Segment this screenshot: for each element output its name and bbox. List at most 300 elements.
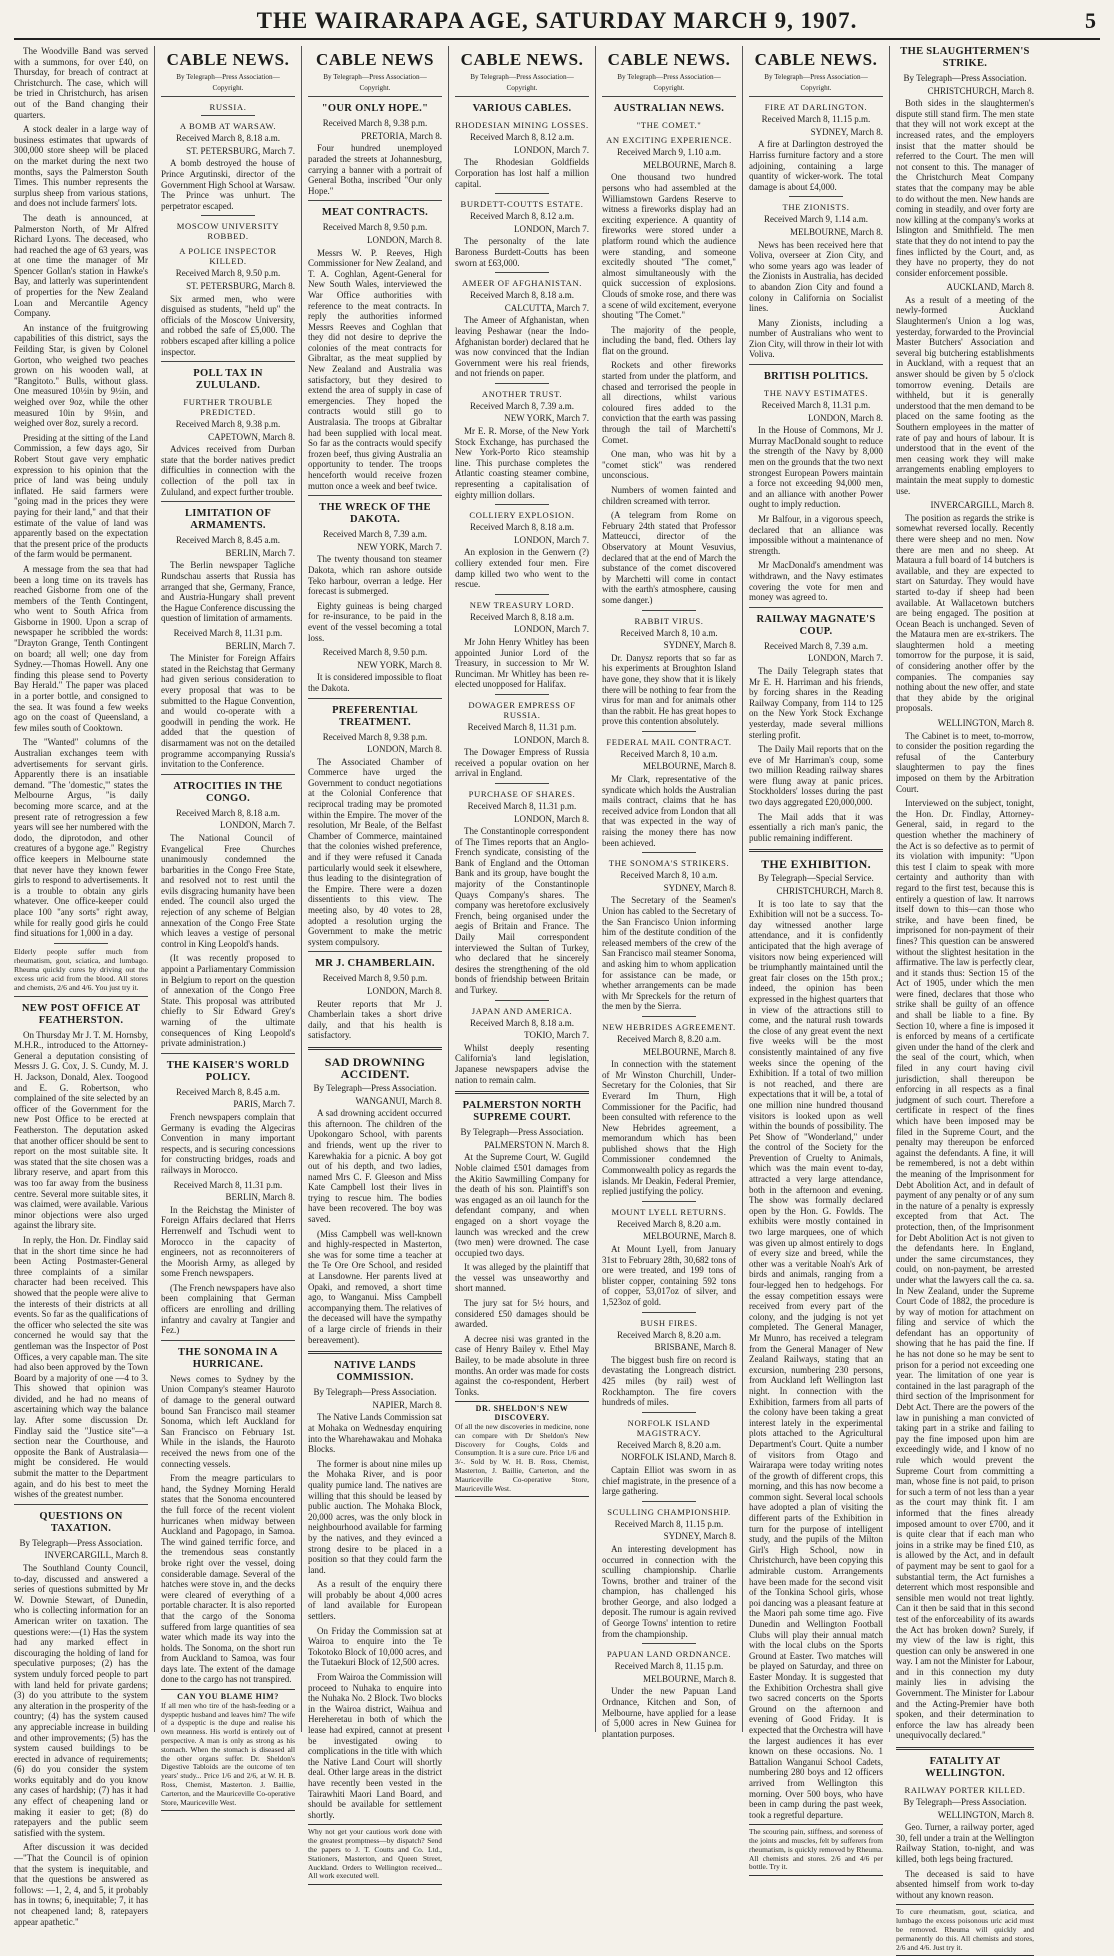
article-paragraph: Both sides in the slaughtermen's dispute still stand firm. The men state that they will not work except at the increased rates, and the employers insist that the matter should be referred to the Court. The men will not consent to this. The manager of the Christchurch Meat Company states that the company may be able to do without the men. New hands are coming in steadily, and over forty are now killing at the company's works at Islington and Smithfield. The men state that they do not intend to pay the fines inflicted by the Court, and, as they have no property, they do not consider enforcement possible. — [896, 98, 1034, 278]
received-time: Received March 8, 11.31 p.m. — [761, 400, 871, 411]
dateline: MELBOURNE, March 8. — [643, 159, 736, 170]
column-7 — [896, 46, 1034, 1952]
received-time: Received March 8, 8.20 a.m. — [617, 1439, 721, 1450]
newspaper-title-date: THE WAIRARAPA AGE, SATURDAY MARCH 9, 1907. — [256, 8, 858, 33]
article-paragraph: From the meagre particulars to hand, the Sydney Morning Herald states that the Sonoma encountered the full force of the recent violent hurricanes when midway between Auckland and Pagopago, in Samoa. The wind gained terrific force, and the tremendous seas constantly broke right over the vessel, doing considerable damage. Several of the hatches were stove in, and the decks were cleared of everything of a portable character. It is also reported that the cargo of the Sonoma suffered from large quantities of sea water which made its way into the holds. The Sonoma, on the short run from Auckland to Samoa, was four days late. The extent of the damage done to the cargo has not transpired. — [161, 1473, 295, 1685]
column-rule — [889, 46, 890, 1732]
article-paragraph: The Southland County Council, to-day, discussed and answered a series of questions submitted by Mr W. Downie Stewart, of Dunedin, who is collecting information for an American writer on taxation. The questions were:—(1) Has the system had any marked effect in discouraging the holding of land for speculative purposes; (2) has the system unduly forced people to part with land held for private gardens; (3) do you attribute to the system any alteration in the prosperity of the country; (4) has the system caused any appreciable increase in building and other improvements; (5) has the system caused buildings to be erected in advance of requirements; (6) do you consider the system works equitably and do you know any cases of hardship; (7) has it had any effect of cheapening land or making it easier to get; (8) do ratepayers and the public seem satisfied with the system. — [14, 1563, 148, 1838]
received-time: Received March 8, 8.12 a.m. — [470, 211, 574, 222]
dateline: MELBOURNE, March 8. — [643, 1231, 736, 1242]
dateline: CHRISTCHURCH, March 8. — [776, 886, 883, 897]
received-time: Received March 8, 9.50 p.m. — [175, 268, 281, 279]
article-paragraph: News has been received here that Voliva, overseer at Zion City, and who some years ago was leader of the Zionists in Australia, has decided to abandon Zion City and found a colony in California on Socialist lines. — [749, 239, 883, 314]
article-paragraph: Presiding at the sitting of the Land Commission, a few days ago, Sir Robert Stout gave very emphatic expression to his opinion that the price of land was being unduly inflated. He said farmers were "going mad in the prices they were paying for their land," and that their estimate of the value of land was apparently based on the expectation that the present price of the products of the farm would be permanent. — [14, 432, 148, 560]
article-paragraph: An interesting development has occurred in connection with the sculling championship. Charlie Towns, brother and trainer of the champion, has challenged his brother George, and also lodged a deposit. The rumour is again revived of George Towns' intention to retire from the championship. — [602, 1543, 736, 1639]
article-paragraph: (The French newspapers have also been complaining that German officers are enrolling and drilling infantry and cavalry at Tangier and Fez.) — [161, 1282, 295, 1336]
article-headline: THE SLAUGHTERMEN'S STRIKE. — [900, 46, 1030, 69]
divider — [642, 1412, 696, 1413]
divider — [642, 1312, 696, 1313]
divider — [54, 943, 108, 944]
dateline: WELLINGTON, March 8. — [937, 718, 1034, 729]
column-rule — [742, 46, 743, 1732]
column-rule — [595, 46, 596, 1732]
received-time: Received March 8, 7.39 a.m. — [323, 529, 427, 540]
article-paragraph: The Associated Chamber of Commerce have urged the Government to conduct negotiations at the Colonial Conference that reciprocal trading may be promoted within the Empire. The mover of the resolution, Mr Beale, of the Belfast Chamber of Commerce, maintained that the colonies wished preference, and if they were refused it Canada particularly would seek it elsewhere, thus leading to the disintegration of the Empire. There were a dozen dissentients to this view. The meeting also, by 40 votes to 28, adopted a resolution urging the Government to make the metric system compulsory. — [308, 756, 442, 947]
article-paragraph: On Friday the Commission sat at Wairoa to enquire into the Te Tokotoko Block of 10,000 acres, and the Tutaekuri Block of 12,500 acres. — [308, 1625, 442, 1668]
received-time: Received March 8, 8.18 a.m. — [176, 807, 280, 818]
article-paragraph: After discussion it was decided—"That the Council is of opinion that the system is inequitable, and that the questions be answered as follows: —1, 2, 4, and 5, it probably has in towns; 6, inequitable; 7, it has not cheapened land; 8, ratepayers appear apathetic." — [14, 1842, 148, 1927]
received-time: Received March 8, 11.15 p.m. — [761, 114, 871, 125]
byline: By Telegraph—Press Association—Copyright. — [455, 72, 589, 97]
dateline: CHRISTCHURCH, March 8. — [927, 85, 1034, 96]
byline: By Telegraph—Press Association—Copyright. — [161, 72, 295, 97]
dateline: SYDNEY, March 8. — [663, 1531, 736, 1542]
advertisement-text: Why not get your cautious work done with the greatest promptness—by dispatch? Send the papers to J. T. Coutts and Co. Ltd., Stationers, Masterton, and Queen Street, Auckland. Orders to Wellington received... All work executed well. — [308, 1827, 442, 1881]
article-paragraph: The Rhodesian Goldfields Corporation has lost half a million capital. — [455, 157, 589, 189]
divider — [495, 694, 549, 695]
received-time: Received March 8, 8.20 a.m. — [617, 1033, 721, 1044]
article-headline: ATROCITIES IN THE CONGO. — [173, 780, 283, 804]
article-paragraph: The Cabinet is to meet, to-morrow, to consider the position regarding the refusal of the Canterbury slaughtermen to pay the fines imposed on them by the Arbitration Court. — [896, 730, 1034, 794]
section-header: CABLE NEWS — [316, 50, 434, 69]
dateline: INVERCARGILL, March 8. — [44, 1550, 148, 1561]
dateline: SYDNEY, March 8. — [663, 882, 736, 893]
section-header: CABLE NEWS. — [754, 50, 878, 69]
article-subheadline: THE NAVY ESTIMATES. — [763, 388, 869, 399]
article-paragraph: French newspapers complain that Germany is evading the Algeciras Convention in many important respects, and is securing concessions for constructing bridges, roads and railways in Morocco. — [161, 1111, 295, 1175]
article-paragraph: Rockets and other fireworks started from under the platform, and chased and terrorised the people in all directions, whilst various coloured fires added to the conviction that the earth was passing through the tail of Marchetti's Comet. — [602, 360, 736, 445]
dateline: ST. PETERSBURG, March 7. — [186, 145, 295, 156]
dateline: PALMERSTON N. March 8. — [484, 1139, 589, 1150]
divider — [308, 495, 442, 496]
received-time: Received March 8, 11.31 p.m. — [467, 721, 577, 732]
divider — [495, 1000, 549, 1001]
divider — [495, 594, 549, 595]
divider — [308, 200, 442, 201]
article-headline: "OUR ONLY HOPE." — [321, 103, 429, 115]
article-headline: PREFERENTIAL TREATMENT. — [332, 704, 418, 728]
divider — [161, 1340, 295, 1341]
article-subheadline: NEW HEBRIDES AGREEMENT. — [602, 1021, 736, 1032]
divider — [749, 607, 883, 608]
article-subheadline: THE SONOMA'S STRIKERS. — [608, 858, 730, 869]
article-paragraph: The Ameer of Afghanistan, when leaving Peshawar (near the Indo-Afghanistan border) declared that he was now convinced that the Indian Government were his real friends, and not friends on paper. — [455, 315, 589, 379]
article-paragraph: An instance of the fruitgrowing capabilities of this district, says the Feilding Star, is given by Colonel Gorton, who weighed two peaches grown on his wooden wall, at "Rangitoto." Bulls, without glass. One measured 10½in by 9½in, and weighed over 9oz, while the other measured 10in by 9½in, and weighed over 8oz, surely a record. — [14, 322, 148, 429]
byline: By Telegraph—Special Service. — [758, 873, 874, 884]
byline: By Telegraph—Press Association. — [19, 1537, 143, 1548]
dateline: LONDON, March 8. — [367, 234, 442, 245]
dateline: LONDON, March 7. — [514, 624, 589, 635]
advertisement-headline: CAN YOU BLAME HIM? — [177, 1692, 279, 1702]
article-paragraph: In the Reichstag the Minister of Foreign Affairs declared that Herrs Herrenwelf and Tschudi went to Morocco in the capacity of engineers, not as reconnoiterers of the Moorish Army, as alleged by some French newspapers. — [161, 1204, 295, 1279]
article-paragraph: Whilst deeply resenting California's land legislation, Japanese newspapers advise the nation to remain calm. — [455, 1042, 589, 1085]
article-subheadline: JAPAN AND AMERICA. — [471, 1005, 573, 1016]
article-paragraph: The Mail adds that it was essentially a rich man's panic, the public remaining indifferent. — [749, 811, 883, 843]
article-paragraph: Mr John Henry Whitley has been appointed Junior Lord of the Treasury, in succession to Mr W. Runciman. Mr Whitley has been re-elected unopposed for Halifax. — [455, 636, 589, 690]
article-paragraph: One man, who was hit by a "comet stick" was rendered unconscious. — [602, 449, 736, 481]
article-paragraph: Numbers of women fainted and children screamed with terror. — [602, 485, 736, 506]
divider — [201, 215, 255, 216]
dateline: NAPIER, March 8. — [372, 1399, 442, 1410]
dateline: LONDON, March 8. — [367, 744, 442, 755]
article-subheadline: FURTHER TROUBLE PREDICTED. — [183, 397, 273, 418]
article-headline: RUSSIA. — [209, 102, 247, 113]
advertisement-text: If all men who tire of the hash-feeding or a dyspeptic husband and leaves him? The wife of a dyspeptic is the dupe and realise his own meanness. His world is entirely out of perspective. A man is only as strong as his stomach. When the stomach is diseased all the other organs suffer. Dr. Sheldon's Digestive Tabloids are the outcome of ten years' study... Price 1/6 and 2/6, at W. H. B. Ross, Chemist, Masterton. J. Baillie, Carterton, and the Mauriceville Co-operative Store, Mauriceville West. — [161, 1700, 295, 1807]
article-subheadline: SCULLING CHAMPIONSHIP. — [607, 1506, 731, 1517]
advertisement — [161, 1689, 295, 1811]
dateline: LONDON, March 7. — [514, 223, 589, 234]
article-paragraph: On Thursday Mr J. T. M. Hornsby, M.H.R., introduced to the Attorney-General a deputation consisting of Messrs J. G. Cox, J. S. Cundy, M. J. H. Jackson, Donald, Alex. Toogood and E. G. Robertson, who complained of the site selected by an officer of the Government for the new Post Office to be erected at Featherston. The deputation asked that another officer should be sent to report on the most suitable site. It was stated that the site chosen was a library reserve, and apart from this was too far away from the business centre. Several more suitable sites, it was claimed, were available. Various minor objections were also urged against the library site. — [14, 1029, 148, 1231]
received-time: Received March 8, 11.15 p.m. — [614, 1661, 724, 1672]
article-paragraph: Advices received from Durban state that the border natives predict difficulties in connection with the collection of the poll tax in Zululand, and expect further trouble. — [161, 444, 295, 497]
article-paragraph: News comes to Sydney by the Union Company's steamer Hauroto of damage to the general outward bound San Francisco mail steamer Sonoma, which left Auckland for San Francisco on February 1st. While in the islands, the Hauroto received the news from one of the connecting vessels. — [161, 1373, 295, 1469]
article-paragraph: It is too late to say that the Exhibition will not be a success. To-day witnessed another large attendance, and it is confidently anticipated that the high average of visitors now being experienced will be triumphantly maintained until the great fair closes on the 15th prox.; indeed, the opinion has been expressed in the highest quarters that in view of the attractions still to come, and the natural rush towards the close of any great event the next five weeks will be the most consistently maintained of any five weeks since the opening of the Exhibition. If a total of two million is not reached, and there are expectations that it will be, a total of one million nine hundred thousand visitors is looked upon as well within the bounds of possibility. The Pet Show of "Wonderland," under the control of the Society for the Prevention of Cruelty to Animals, which was the main event to-day, attracted a very large attendance, both in the afternoon and evening. The show was formally declared open by the Hon. G. Fowlds. The exhibits were mostly contained in two large marquees, one of which was given up almost entirely to dogs of every size and breed, while the other was a veritable Noah's Ark of birds and animals, ranging from a four-legged hen to hedgehogs. For the essay competition essays were received from every part of the colony, and the judging is not yet completed. The General Manager, Mr Munro, has received a telegram from the General Manager of New Zealand Railways, stating that an excursion, numbering 230 persons, from Auckland left Wellington last night. In connection with the Exhibition, farmers from all parts of the colony have been taking a great interest lately in the experimental plots attached to the Agricultural Department's Court. Quite a number of visitors from Otago and Wairarapa were today writing notes of the growth of different crops, this morning, and this has now become a common sight. Several local schools have adopted a plan of visiting the different parts of the Exhibition in turn for the purpose of intelligent study, and the pupils of the Milton Girl's High School, now in Christchurch, have been copying this admirable custom. Arrangements have been made for the second visit of the Tonkina School girls, whose poi dancing was a pleasant feature at the Maori pah some time ago. Five Dunedin and Wellington Football Clubs will play their annual match with the local clubs on the Sports Ground at Easter. Two matches will be played on Saturday, and three on Easter Monday. It is suggested that the Exhibition Orchestra shall give two sacred concerts on the Sports Ground on the afternoon and evening of Good Friday. It is expected that the Orchestra will have the largest audiences it has ever known on these occasions. No. 1 Battalion Wanganui School Cadets, numbering 280 boys and 12 officers arrived from Wellington this morning. Over 500 boys, who have been in camp during the past week, took a regretful departure. — [749, 898, 883, 1820]
divider — [161, 361, 295, 362]
column-rule — [154, 46, 155, 1732]
article-headline: BRITISH POLITICS. — [763, 371, 869, 383]
column-4 — [455, 46, 589, 1732]
received-time: Received March 8, 9.50 p.m. — [322, 647, 428, 658]
article-paragraph: The Minister for Foreign Affairs stated in the Reichstag that Germany had given serious consideration to every proposal that was to be submitted to the Hague Convention, and would co-operate with a goodwill in pending the work. He added that the question of disarmament was not on the detailed programme accompanying Russia's invitation to the Conference. — [161, 653, 295, 770]
article-headline: THE KAISER'S WORLD POLICY. — [166, 1059, 290, 1083]
article-subheadline: NEW TREASURY LORD. — [469, 599, 575, 610]
received-time: Received March 8, 8.45 a.m. — [176, 535, 280, 546]
advertisement: Elderly people suffer much from rheumatism, gout, sciatica, and lumbago. Rheuma quickly cures by driving out the excess uric acid from the blood. All stores and chemists, 2/6 and 4/6. You just try it. — [14, 946, 148, 992]
received-time: Received March 8, 8.18 a.m. — [176, 133, 280, 144]
article-paragraph: The personalty of the late Baroness Burdett-Coutts has been sworn at £63,000. — [455, 236, 589, 268]
dateline: BERLIN, March 7. — [225, 640, 295, 651]
article-paragraph: The former is about nine miles up the Mohaka River, and is poor quality pumice land. The natives are willing that this should be leased by public auction. The Mohaka Block, 20,000 acres, was the only block in neighbourhood available for farming by the natives, and they evinced a strong desire to be placed in a position so that they could farm the land. — [308, 1458, 442, 1575]
article-subheadline: A POLICE INSPECTOR KILLED. — [179, 246, 277, 267]
divider — [495, 783, 549, 784]
article-subheadline: "THE COMET." — [636, 120, 702, 131]
column-1 — [14, 46, 148, 1927]
article-paragraph: The death is announced, at Palmerston North, of Mr Alfred Richard Lyons. The deceased, who had reached the age of 63 years, was at one time the manager of Mr Spencer Gollan's station in Hawke's Bay, and latterly was superintendent of properties for the New Zealand Loan and Mercantile Agency Company. — [14, 212, 148, 319]
article-paragraph: From Wairoa the Commission will proceed to Nuhaka to enquire into the Nuhaka No. 2 Block. Two blocks in the Wairoa district, Waihua and Hereheretau in both of which the lease had expired, cannot at present be investigated owing to complications in the title with which the Native Land Court will shortly deal. Other large areas in the district have recently been vested in the Tairawhiti Maori Land Board, and should be available for settlement shortly. — [308, 1672, 442, 1820]
advertisement-text: To cure rheumatism, gout, sciatica, and lumbago the excess poisonous uric acid must be removed. Rheuma will quickly and permanently do this. All chemists and stores, 2/6 and 4/6. Just try it. — [896, 1907, 1034, 1952]
divider — [495, 383, 549, 384]
divider — [896, 1747, 1034, 1750]
article-headline: NATIVE LANDS COMMISSION. — [334, 1360, 416, 1384]
divider — [495, 193, 549, 194]
article-subheadline: A BOMB AT WARSAW. — [179, 121, 277, 132]
article-paragraph: Six armed men, who were disguised as students, "held up" the officials of the Moscow University, and robbed the safe of £5,000. The robbers escaped after killing a police inspector. — [161, 293, 295, 357]
byline: By Telegraph—Press Association. — [903, 73, 1027, 83]
article-subheadline: NORFOLK ISLAND MAGISTRACY. — [627, 1417, 711, 1438]
article-headline: SAD DROWNING ACCIDENT. — [324, 1054, 426, 1081]
article-paragraph: The Woodville Band was served with a summons, for over £40, on Thursday, for breach of contract at Christchurch. The case, which will be tried in Christchurch, has arisen out of the Band changing their quarters. — [14, 46, 148, 120]
advertisement — [749, 1824, 883, 1876]
article-paragraph: (It was recently proposed to appoint a Parliamentary Commission in Belgium to report on the question of annexation of the Congo Free State. This proposal was attributed chiefly to Sir Edward Grey's warning of the ultimate consequences of King Leopold's private administration.) — [161, 953, 295, 1049]
divider — [161, 501, 295, 502]
received-time: Received March 8, 10 a.m. — [620, 748, 718, 759]
received-time: Received March 8, 8.20 a.m. — [617, 1329, 721, 1340]
article-paragraph: The Daily Telegraph states that Mr E. H. Harriman and his friends, by forcing shares in the Reading Railway Company, from 114 to 125 on the New York Stock Exchange yesterday, made several millions sterling profit. — [749, 665, 883, 740]
divider — [749, 849, 883, 852]
advertisement — [455, 1401, 589, 1497]
divider — [642, 1501, 696, 1502]
article-subheadline: BUSH FIRES. — [640, 1317, 698, 1328]
article-subheadline: RHODESIAN MINING LOSSES. — [455, 120, 589, 131]
dateline: LONDON, March 7. — [514, 144, 589, 155]
article-headline: VARIOUS CABLES. — [472, 103, 572, 115]
column-6 — [749, 46, 883, 1872]
dateline: LONDON, March 8. — [367, 985, 442, 996]
column-3 — [308, 46, 442, 1881]
article-subheadline: FIRE AT DARLINGTON. — [764, 102, 868, 113]
article-paragraph: It is considered impossible to float the Dakota. — [308, 672, 442, 693]
article-paragraph: The twenty thousand ton steamer Dakota, which ran ashore outside Teko harbour, overran a ledge. Her forecast is submerged. — [308, 554, 442, 597]
divider — [161, 774, 295, 775]
article-paragraph: The jury sat for 5½ hours, and considered £50 damages should be awarded. — [455, 1298, 589, 1330]
dateline: AUCKLAND, March 8. — [946, 282, 1034, 293]
dateline: NEW YORK, March 8. — [357, 659, 442, 670]
section-header: CABLE NEWS. — [166, 50, 290, 69]
advertisement-text: Of all the new discoveries in medicine, none can compare with Dr Sheldon's New Discovery for Coughs, Colds and Consumption. It is a sure cure. Price 1/6 and 3/-. Sold by W. H. B. Ross, Chemist, Masterton, J. Baillie, Carterton, and the Mauriceville Co-operative Store, Mauriceville West. — [455, 1422, 589, 1493]
divider — [495, 504, 549, 505]
article-subheadline: RAILWAY PORTER KILLED. — [904, 1785, 1026, 1796]
received-time: Received March 8, 8.20 a.m. — [617, 1218, 721, 1229]
article-paragraph: A decree nisi was granted in the case of Henry Bailey v. Ethel May Bailey, to be made absolute in three months. An order was made for costs against the co-respondent, Herbert Tonks. — [455, 1333, 589, 1397]
received-time: Received March 9, 1.10 a.m. — [617, 147, 721, 158]
dateline: LONDON, March 8. — [808, 412, 883, 423]
dateline: PARIS, March 7. — [233, 1099, 295, 1110]
article-paragraph: At the Supreme Court, W. Gugild Noble claimed £501 damages from the Akitio Sawmilling Company for the death of his son. Plaintiff's son was engaged as an oil launch for the defendant company, and when engaged on a short voyage the launch was wrecked and the crew (two men) were drowned. The case occupied two days. — [455, 1152, 589, 1258]
byline: By Telegraph—Press Association. — [313, 1387, 437, 1398]
article-paragraph: The deceased is said to have absented himself from work to-day without any known reason. — [896, 1868, 1034, 1900]
article-subheadline: FEDERAL MAIL CONTRACT. — [606, 736, 732, 747]
divider — [642, 610, 696, 611]
article-headline: MR J. CHAMBERLAIN. — [315, 958, 435, 970]
dateline: BERLIN, March 7. — [225, 547, 295, 558]
received-time: Received March 8, 9.38 p.m. — [322, 731, 428, 742]
divider — [14, 996, 148, 997]
received-time: Received March 8, 9.38 p.m. — [175, 419, 281, 430]
received-time: Received March 8, 11.15 p.m. — [614, 1518, 724, 1529]
article-paragraph: A stock dealer in a large way of business estimates that upwards of 300,000 store sheep will be placed on the market during the next two months, says the Palmerston South Times. This number represents the surplus sheep from various stations, and does not include farmers' lots. — [14, 124, 148, 209]
byline: By Telegraph—Press Association. — [903, 1797, 1027, 1808]
article-paragraph: The Constantinople correspondent of The Times reports that an Anglo-French syndicate, consisting of the Bank of England and the Ottoman Bank and its group, have bought the majority of the Constantinople Quays Company's shares. The company was heretofore exclusively French, being organised under the aegis of Britain and France. The Daily Mail correspondent interviewed the Sultan of Turkey, who declared that he sincerely desires the strengthening of the old bonds of friendship between Britain and Turkey. — [455, 826, 589, 995]
article-paragraph: An explosion in the Genwern (?) colliery extended four men. Fire damp killed two who went to the rescue. — [455, 547, 589, 590]
dateline: MELBOURNE, March 8. — [643, 761, 736, 772]
received-time: Received March 8, 8.18 a.m. — [470, 290, 574, 301]
received-time: Received March 8, 7.39 a.m. — [470, 400, 574, 411]
column-rule — [301, 46, 302, 1732]
divider — [455, 1091, 589, 1094]
divider — [308, 951, 442, 952]
article-headline: THE SONOMA IN A HURRICANE. — [178, 1346, 278, 1370]
article-subheadline: RABBIT VIRUS. — [634, 615, 704, 626]
article-subheadline: THE ZIONISTS. — [782, 202, 850, 213]
dateline: BRISBANE, March 8. — [654, 1342, 736, 1353]
divider — [642, 1201, 696, 1202]
article-paragraph: In reply, the Hon. Dr. Findlay said that in the short time since he had been Acting Postmaster-General three complaints of a similar character had been received. This showed that the people were alive to the interests of their districts at all events. So far as the qualifications of the officer who selected the site was concerned he would say that the gentleman was the Inspector of Post Offices, a very capable man. The site had also been approved by the Town Board by a majority of one —4 to 3. This showed that opinion was divided, and he had no means of ascertaining which way the balance lay. After some discussion Dr. Findlay said the "Justice site"—a section near the Courthouse, and opposite the Bank of Australasia—might be considered. He would submit the matter to the Department again, and do his best to meet the wishes of the greatest number. — [14, 1234, 148, 1500]
section-header: CABLE NEWS. — [607, 50, 731, 69]
article-headline: AUSTRALIAN NEWS. — [613, 103, 725, 115]
dateline: LONDON, March 7. — [808, 653, 883, 664]
received-time: Received March 8, 9.50 p.m. — [322, 222, 428, 233]
article-paragraph: In the House of Commons, Mr J. Murray MacDonald sought to reduce the strength of the Navy by 8,000 men on the grounds that the two next strongest European Powers maintain a force not exceeding 94,000 men, and an alliance with another Power ought to imply reduction. — [749, 425, 883, 510]
article-paragraph: One thousand two hundred persons who had assembled at the Williamstown Gardens Reserve to witness a fireworks display had an exciting experience. A quantity of fireworks were stored under a platform round which the audience were standing, and someone excitedly shouted "The comet," almost simultaneously with the quick succession of explosions. Clouds of smoke rose, and there was a scene of wild excitement, everyone shouting "The Comet." — [602, 172, 736, 321]
article-subheadline: ANOTHER TRUST. — [481, 388, 563, 399]
article-paragraph: The Dowager Empress of Russia received a popular ovation on her arrival in England. — [455, 747, 589, 779]
article-paragraph: It was alleged by the plaintiff that the vessel was unseaworthy and short manned. — [455, 1262, 589, 1294]
divider — [308, 1351, 442, 1354]
dateline: NEW YORK, March 7. — [357, 541, 442, 552]
article-subheadline: PURCHASE OF SHARES. — [468, 788, 576, 799]
byline: By Telegraph—Press Association—Copyright. — [749, 72, 883, 97]
columns-container — [14, 46, 1104, 1952]
article-headline: NEW POST OFFICE AT FEATHERSTON. — [21, 1002, 141, 1026]
article-paragraph: The majority of the people, including the band, fled. Others lay flat on the ground. — [602, 324, 736, 356]
divider — [308, 1047, 442, 1050]
advertisement — [896, 1904, 1034, 1956]
article-subheadline: AN EXCITING EXPERIENCE. — [606, 135, 732, 146]
article-paragraph: As a result of a meeting of the newly-formed Auckland Slaughtermen's Union a log was, yesterday, forwarded to the Provincial Master Butchers' Association and several big butchering establishments in Auckland, with a request that an answer should be given by 5 o'clock tomorrow evening. Details are withheld, but it is generally understood that the men demand to be placed on the same footing as the Southern employees in the matter of rate of pay and hours of labour. It is understood that in the event of the men ceasing work they will make arrangements enabling employers to maintain the meat supply to domestic use. — [896, 294, 1034, 496]
article-paragraph: As a result of the enquiry there will probably be about 4,000 acres of land available for European settlers. — [308, 1579, 442, 1622]
article-paragraph: Eighty guineas is being charged for re-insurance, to be paid in the event of the vessel becoming a total loss. — [308, 600, 442, 643]
article-paragraph: Interviewed on the subject, tonight, the Hon. Dr. Findlay, Attorney-General, said, in regard to the question whether the machinery of the Act is so defective as to permit of its violation with impunity: "Upon this test I claim to speak with more certainty and authority than with regard to the first test, because this is entirely a question of law. It narrows itself down to this—can those who strike, and have been fined, be imprisoned for non-payment of their fines? This question can be answered without the slightest hesitation in the affirmative. The law is perfectly clear, and it stands thus: Section 15 of the Act of 1905, under which the men were fined, declares that those who strike shall be guilty of an offence and shall be liable to a fine. By Section 10, where a fine is imposed it is enforced by means of a certificate given under the hand of the clerk and the seal of the court, which, when filed in any court having civil jurisdiction, shall thereupon be enforcing in all respects as a final judgment of such court. Therefore a certificate in respect of the fines which have been imposed may be filed in the Supreme Court, and the penalty may thereupon be enforced against the defendants. A fine, it will be remembered, is not a debt within the meaning of the Imprisonment for Debt Abolition Act, and in default of payment of any penalty or of any sum in the nature of a penalty is expressly excepted from that Act. The protection, then, of the Imprisonment for Debt Abolition Act is not given to the defendants here. In England, under the same circumstances, they could, on non-payment, be arrested under what the lawyers call the ca. sa. In New Zealand, under the Supreme Court Code of 1882, the procedure is by way of motion for attachment on filing and service of which the defendant has an opportunity of showing that he has paid the fine. If he has not done so he may be sent to prison for a period not exceeding one year. The limitation of one year is contained in the last paragraph of the third section of the Imprisonment for Debt Act. There are the powers of the law in punishing a man convicted of taking part in a strike and failing to pay the fine imposed upon him are exceedingly wide, and I know of no rule which would prevent the Supreme Court from committing a man, whose fine is not paid, to prison for such a term of not less than a year as the court may think fit. I am informed that the fines already imposed amount to over £700, and it is quite clear that if each man who joins in a strike may be fined £10, as is allowed by the Act, and in default of payment may be sent to gaol for a substantial term, the Act furnishes a deterrent which most responsible and sensible men would not treat lightly. Can it then be said that in this second test of the enforceability of its awards the Act has broken down? Surely, if my view of the law is right, this question can only be answered in one way. I am not the Minister for Labour, and in this connection my duty mainly lies in advising the Government. The Minister for Labour and the Acting-Premier have both spoken, and their determination to enforce the law has already been unequivocally declared." — [896, 798, 1034, 1741]
divider — [14, 1504, 148, 1505]
dateline: SYDNEY, March 8. — [810, 126, 883, 137]
article-paragraph: Many Zionists, including a number of Australians who went to Zion City, will throw in their lot with Voliva. — [749, 317, 883, 360]
article-subheadline: PAPUAN LAND ORDNANCE. — [606, 1649, 732, 1660]
article-subheadline: DOWAGER EMPRESS OF RUSSIA. — [468, 699, 576, 720]
received-time: Received March 8, 9.50 p.m. — [322, 973, 428, 984]
article-paragraph: The Berlin newspaper Tagliche Rundschau asserts that Russia has arranged that she, Germany, France, and Austria-Hungary shall prevent the Hague Conference discussing the question of limitation of armaments. — [161, 560, 295, 624]
advertisement-headline: DR. SHELDON'S NEW DISCOVERY. — [475, 1404, 569, 1423]
dateline: CALCUTTA, March 7. — [504, 302, 589, 313]
article-paragraph: (Miss Campbell was well-known and highly-respected in Masterton, she was for some time a teacher at the Te Ore Ore School, and resided at Lansdowne. Her parents lived at Opaki, and removed, a short time ago, to Wanganui. Miss Campbell accompanying them. The relatives of the deceased will have the sympathy of a large circle of friends in their bereavement). — [308, 1228, 442, 1345]
received-time: Received March 8, 8.18 a.m. — [470, 611, 574, 622]
article-headline: LIMITATION OF ARMAMENTS. — [184, 508, 272, 532]
dateline: WELLINGTON, March 8. — [937, 1809, 1034, 1820]
divider — [749, 364, 883, 365]
dateline: LONDON, March 8. — [514, 734, 589, 745]
article-paragraph: Four hundred unemployed paraded the streets at Johannesburg, carrying a banner with a portrait of General Botha, inscribed "Our only Hope." — [308, 143, 442, 196]
article-paragraph: Mr Clark, representative of the syndicate which holds the Australian mails contract, claims that he has received advice from London that all that was expected in the way of raising the money there has now been achieved. — [602, 774, 736, 848]
dateline: NORFOLK ISLAND, March 8. — [621, 1452, 736, 1463]
article-paragraph: The Secretary of the Seamen's Union has cabled to the Secretary of the San Francisco Union informing him of the destitute condition of the released members of the crew of the San Francisco mail steamer Sonoma, and asking him to whom application for assistance can be made, or whether arrangements can be made with Mr Spreckels for the return of the men by the Sierra. — [602, 895, 736, 1012]
dateline: MELBOURNE, March 8. — [643, 1046, 736, 1057]
article-paragraph: A fire at Darlington destroyed the Harriss furniture factory and a store adjoining, containing a large quantity of wicker-work. The total damage is about £4,000. — [749, 139, 883, 192]
received-time: Received March 8, 8.45 a.m. — [176, 1086, 280, 1097]
article-paragraph: Mr E. R. Morse, of the New York Stock Exchange, has purchased the New York-Porto Rico steamship line. This purchase completes the Atlantic coasting steamer combine, representing a capitalisation of eighty million dollars. — [455, 426, 589, 500]
article-subheadline: COLLIERY EXPLOSION. — [469, 510, 575, 521]
dateline: WANGANUI, March 8. — [355, 1095, 442, 1106]
divider — [789, 196, 843, 197]
dateline: LONDON, March 8. — [514, 813, 589, 824]
received-time: Received March 8, 10 a.m. — [620, 627, 718, 638]
divider — [161, 1053, 295, 1054]
advertisement-text: The scouring pain, stiffness, and soreness of the joints and muscles, felt by sufferers from rheumatism, is quickly removed by Rheuma. All chemists and stores. 2/6 and 4/6 per bottle. Try it. — [749, 1827, 883, 1872]
page-number: 5 — [1085, 8, 1096, 33]
dateline: LONDON, March 7. — [514, 534, 589, 545]
article-paragraph: Dr. Danysz reports that so far as his experiments at Broughton Island have gone, they show that it is likely there will be nothing to fear from the virus for man and for animals other than the rabbit. He has great hopes to prove this contention absolutely. — [602, 652, 736, 727]
article-headline: MEAT CONTRACTS. — [321, 207, 429, 219]
dateline: PRETORIA, March 8. — [361, 130, 442, 141]
article-headline: FATALITY AT WELLINGTON. — [925, 1756, 1005, 1780]
article-paragraph: Messrs W. P. Reeves, High Commissioner for New Zealand, and T. A. Coghlan, Agent-General for New South Wales, interviewed the War Office authorities with reference to the meat contracts. In reply the authorities informed Messrs Reeves and Coghlan that they did not desire to deprive the colonies of the meat contracts for Gibraltar, as the meat supplied by New Zealand and Australia was satisfactory, but they desired to extend the area of supply in case of emergencies. They hoped the contracts would still go to Australasia. The troops at Gibraltar had been supplied with local meat. So far as the contracts would specify frozen beef, thus giving Australia an opportunity to tender. The troops henceforth would receive frozen mutton once a week and beef twice. — [308, 247, 442, 491]
column-2 — [161, 46, 295, 1807]
divider — [495, 272, 549, 273]
article-headline: PALMERSTON NORTH SUPREME COURT. — [462, 1100, 582, 1124]
dateline: MELBOURNE, March 8. — [643, 1673, 736, 1684]
received-time: Received March 8, 9.38 p.m. — [322, 118, 428, 129]
article-headline: THE WRECK OF THE DAKOTA. — [319, 502, 431, 526]
column-rule — [448, 46, 449, 1732]
divider — [642, 1016, 696, 1017]
article-paragraph: At Mount Lyell, from January 31st to February 28th, 30,682 tons of ore were treated, and 199 tons of blister copper, containing 592 tons of copper, 53,017oz of silver, and 1,523oz of gold. — [602, 1244, 736, 1307]
article-paragraph: The position as regards the strike is somewhat reversed locally. Recently there were sheep and no men. Now there are men and no sheep. At Mataura a full board of 14 butchers is available, and they are expected to start on Saturday. They would have started to-day if sheep had been available. At Wallacetown butchers are being engaged. The position at Ocean Beach is unchanged. Seven of the Mataura men are ex-strikers. The slaughtermen hold a meeting tomorrow for the purpose, it is said, of considering another offer by the companies. The companies say nothing about the new offer, and state that they abide by the original proposals. — [896, 512, 1034, 714]
article-headline: THE EXHIBITION. — [761, 857, 871, 872]
article-subheadline: AMEER OF AFGHANISTAN. — [461, 278, 583, 289]
article-paragraph: A bomb destroyed the house of Prince Argutinski, director of the Government High School at Warsaw. The Prince was unhurt. The perpetrator escaped. — [161, 158, 295, 211]
dateline: BERLIN, March 8. — [225, 1192, 295, 1203]
article-subheadline: MOUNT LYELL RETURNS. — [611, 1206, 727, 1217]
article-paragraph: Under the new Papuan Land Ordnance, Kitchen and Son, of Melbourne, have applied for a lease of 5,000 acres in New Guinea for plantation purposes. — [602, 1686, 736, 1739]
article-paragraph: (A telegram from Rome on February 24th stated that Professor Matteucci, director of the Observatory at Mount Vesuvius, declared that at the end of March the substance of the comet discovered by Marchetti will come in contact with the earth's atmosphere, causing some danger.) — [602, 510, 736, 605]
received-time: Received March 8, 8.18 a.m. — [470, 1017, 574, 1028]
divider — [201, 115, 255, 116]
divider — [308, 698, 442, 699]
byline: By Telegraph—Press Association. — [460, 1127, 584, 1138]
masthead — [14, 6, 1100, 40]
divider — [642, 731, 696, 732]
article-paragraph: The Native Lands Commission sat at Mohaka on Wednesday enquiring into the Wharehawakau and Mohaka Blocks. — [308, 1412, 442, 1455]
dateline: LONDON, March 7. — [220, 820, 295, 831]
received-time: Received March 8, 11.31 p.m. — [173, 1179, 283, 1190]
received-time: Received March 8, 7.39 a.m. — [764, 640, 868, 651]
column-5 — [602, 46, 736, 1739]
article-paragraph: The Daily Mail reports that on the eve of Mr Harriman's coup, some two million Reading railway shares were flung away at panic prices. Stockholders' losses during the past two days aggregated £20,000,000. — [749, 744, 883, 808]
advertisement — [308, 1824, 442, 1885]
divider — [642, 1643, 696, 1644]
article-subheadline: BURDETT-COUTTS ESTATE. — [460, 199, 584, 210]
dateline: MELBOURNE, March 8. — [790, 226, 883, 237]
byline: By Telegraph—Press Association. — [313, 1082, 437, 1093]
article-paragraph: The National Council of Evangelical Free Churches unanimously condemned the barbarities in the Congo Free State, and resolved not to rest until the evils disgracing humanity have been ended. The council also urged the rejection of any scheme of Belgian annexation of the Congo Free State which leaves a vestige of personal control in King Leopold's hands. — [161, 832, 295, 949]
received-time: Received March 9, 1.14 a.m. — [764, 214, 868, 225]
received-time: Received March 8, 8.18 a.m. — [470, 522, 574, 533]
received-time: Received March 8, 11.31 p.m. — [173, 628, 283, 638]
article-headline: QUESTIONS ON TAXATION. — [39, 1510, 123, 1534]
dateline: CAPETOWN, March 8. — [208, 431, 295, 442]
article-paragraph: Mr Balfour, in a vigorous speech, declared that an alliance was impossible without a maintenance of strength. — [749, 514, 883, 556]
article-headline: RAILWAY MAGNATE'S COUP. — [756, 613, 876, 637]
article-paragraph: The "Wanted" columns of the Australian exchanges teem with advertisements for servant girls. Apparently there is an insatiable demand. "The 'domestic,'" states the Melbourne Argus, "is daily becoming more scarce, and at the present rate of retrogression a few years will see her numbered with the dodo, the diprotodon, and other creatures of a bygone age." Registry office keepers in Melbourne state that never have they known fewer girls to respond to advertisements. It is a trouble to obtain any girls whatever. One office-keeper could place 100 "any sorts" right away, while for really good girls he could find situations for 1,000 in a day. — [14, 737, 148, 939]
article-paragraph: Mr MacDonald's amendment was withdrawn, and the Navy estimates covering the vote for men and money was agreed to. — [749, 560, 883, 603]
section-header: CABLE NEWS. — [460, 50, 584, 69]
article-paragraph: A sad drowning accident occurred this afternoon. The children of the Upokongaro School, with parents and friends, went up the river to Karewhakia for a picnic. A boy got out of his depth, and two ladies, named Mrs C. F. Gleeson and Miss Kate Campbell lost their lives in trying to rescue him. The bodies have been recovered. The boy was saved. — [308, 1108, 442, 1225]
article-subheadline: MOSCOW UNIVERSITY ROBBED. — [176, 221, 280, 242]
article-headline: POLL TAX IN ZULULAND. — [193, 368, 263, 392]
byline: By Telegraph—Press Association—Copyright. — [308, 72, 442, 97]
received-time: Received March 8, 11.31 p.m. — [467, 800, 577, 811]
received-time: Received March 8, 8.12 a.m. — [470, 132, 574, 143]
received-time: Received March 8, 10 a.m. — [620, 870, 718, 881]
article-paragraph: In connection with the statement of Mr Winston Churchill, Under-Secretary for the Colonies, that Sir Everard Im Thurn, High Commissioner for the Pacific, had been consulted with reference to the New Hebrides agreement, a memorandum which has been published shows that the High Commissioner condemned the Commonwealth policy as regards the islands. Mr Deakin, Federal Premier, replied justifying the policy. — [602, 1059, 736, 1197]
dateline: INVERCARGILL, March 8. — [930, 500, 1034, 511]
dateline: NEW YORK, March 7. — [504, 413, 589, 424]
article-paragraph: Geo. Turner, a railway porter, aged 30, fell under a train at the Wellington Railway Station, to-night, and was killed, both legs being fractured. — [896, 1822, 1034, 1864]
dateline: TOKIO, March 7. — [524, 1030, 589, 1041]
article-paragraph: A message from the sea that had been a long time on its travels has reached Gisborne from one of the members of the Tenth Contingent, who went to South Africa from Gisborne in 1900. Upon a scrap of newspaper he scribbled the words: "Drayton Grange, Tenth Contingent on board; all well; one day from Sydney.—Thomas Howell. Any one finding this please send to Poverty Bay Herald." The paper was placed in a porter bottle, and consigned to the sea. It was found a few weeks ago on the coast of Queensland, a few miles south of Cooktown. — [14, 563, 148, 733]
divider — [642, 852, 696, 853]
byline: By Telegraph—Press Association—Copyright. — [602, 72, 736, 97]
article-paragraph: Reuter reports that Mr J. Chamberlain takes a short drive daily, and that his health is satisfactory. — [308, 998, 442, 1041]
article-paragraph: Captain Elliot was sworn in as chief magistrate, in the presence of a large gathering. — [602, 1464, 736, 1497]
